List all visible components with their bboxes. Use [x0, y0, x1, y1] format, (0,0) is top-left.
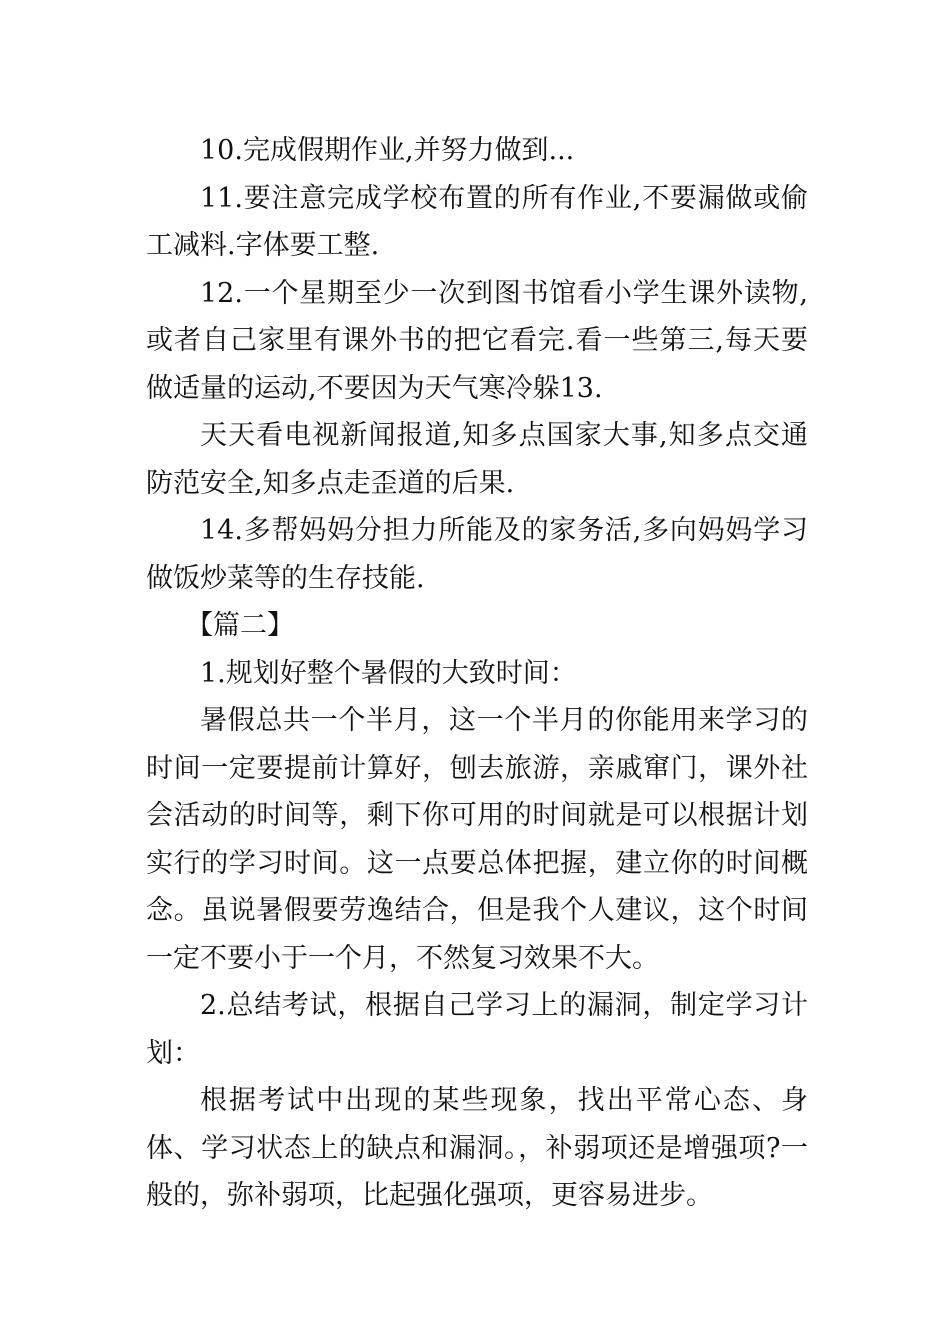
paragraph-item-10: 10.完成假期作业,并努力做到...: [200, 135, 575, 166]
paragraph-item-11: 11.要注意完成学校布置的所有作业,不要漏做或偷工减料.字体要工整.: [146, 182, 808, 261]
paragraph-item-13: 天天看电视新闻报道,知多点国家大事,知多点交通防范安全,知多点走歪道的后果.: [146, 420, 808, 499]
paragraph-item-2: 2.总结考试，根据自己学习上的漏洞，制定学习计划：: [146, 990, 808, 1069]
paragraph-body-1: 暑假总共一个半月，这一个半月的你能用来学习的时间一定要提前计算好，刨去旅游，亲戚窜门，课外社会活动的时间等，剩下你可用的时间就是可以根据计划实行的学习时间。这一点要总体把握，建立你的时间概念。虽说暑假要劳逸结合，但是我个人建议，这个时间一定不要小于一个月，不然复习效果不大。: [146, 705, 808, 974]
document-body: [146, 127, 808, 1220]
paragraph-item-14: 14.多帮妈妈分担力所能及的家务活,多向妈妈学习做饭炒菜等的生存技能.: [146, 515, 808, 594]
section-heading: 【篇二】: [186, 610, 294, 641]
paragraph-item-1: 1.规划好整个暑假的大致时间：: [200, 657, 577, 689]
paragraph-body-2: 根据考试中出现的某些现象，找出平常心态、身体、学习状态上的缺点和漏洞。，补弱项还是增强项?一般的，弥补弱项，比起强化强项，更容易进步。: [146, 1085, 808, 1211]
paragraph-item-12: 12.一个星期至少一次到图书馆看小学生课外读物,或者自己家里有课外书的把它看完.看一些第三,每天要做适量的运动,不要因为天气寒冷躲13.: [146, 277, 808, 404]
